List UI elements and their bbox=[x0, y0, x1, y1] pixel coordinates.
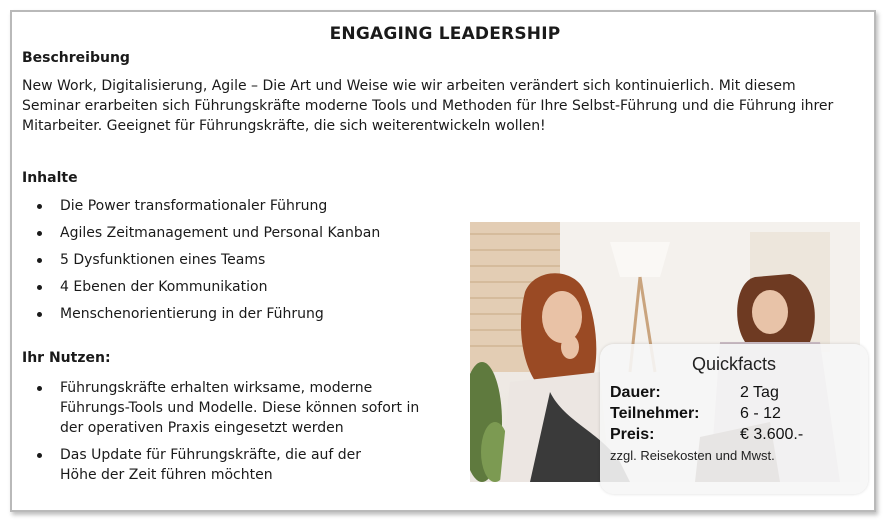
bullet-icon bbox=[37, 204, 42, 209]
bullet-icon bbox=[37, 285, 42, 290]
list-item: Agiles Zeitmanagement und Personal Kanban bbox=[22, 223, 462, 243]
inhalte-heading: Inhalte bbox=[22, 170, 78, 186]
page-title: ENGAGING LEADERSHIP bbox=[329, 24, 561, 44]
bullet-icon bbox=[37, 453, 42, 458]
bullet-icon bbox=[37, 312, 42, 317]
bullet-icon bbox=[37, 231, 42, 236]
quickfacts-box bbox=[600, 344, 868, 494]
quickfacts-title: Quickfacts bbox=[691, 354, 777, 374]
dauer-label: Dauer: bbox=[610, 384, 661, 401]
beschreibung-text: New Work, Digitalisierung, Agile – Die Art und Weise wie wir arbeiten verändert sich kontinuierlich. Mit diesem Seminar erarbeiten sich Führungskräfte moderne Tools und Methoden für Ihre Selbst-Führung und die Führung ihrer Mitarbeiter. Geeignet für Führungskräfte, die sich weiterentwickeln wollen! bbox=[22, 78, 834, 134]
teilnehmer-label: Teilnehmer: bbox=[610, 405, 700, 422]
preis-label: Preis: bbox=[610, 426, 655, 443]
list-item: Menschenorientierung in der Führung bbox=[22, 304, 462, 324]
nutzen-list bbox=[22, 378, 442, 492]
cost-note: zzgl. Reisekosten und Mwst. bbox=[610, 448, 775, 463]
inhalte-list bbox=[22, 196, 462, 331]
teilnehmer-value: 6 - 12 bbox=[740, 405, 781, 422]
bullet-icon bbox=[37, 386, 42, 391]
list-item: Führungskräfte erhalten wirksame, moderne Führungs-Tools und Modelle. Diese können sofort in der operativen Praxis eingesetzt werden bbox=[22, 378, 442, 438]
preis-value: € 3.600.- bbox=[740, 426, 804, 443]
dauer-value: 2 Tag bbox=[740, 384, 779, 401]
nutzen-heading: Ihr Nutzen: bbox=[22, 350, 111, 366]
list-item: 5 Dysfunktionen eines Teams bbox=[22, 250, 462, 270]
seminar-card bbox=[10, 10, 876, 512]
beschreibung-heading: Beschreibung bbox=[22, 50, 130, 66]
list-item: Die Power transformationaler Führung bbox=[22, 196, 462, 216]
bullet-icon bbox=[37, 258, 42, 263]
list-item: 4 Ebenen der Kommunikation bbox=[22, 277, 462, 297]
list-item: Das Update für Führungskräfte, die auf der Höhe der Zeit führen möchten bbox=[22, 445, 442, 485]
